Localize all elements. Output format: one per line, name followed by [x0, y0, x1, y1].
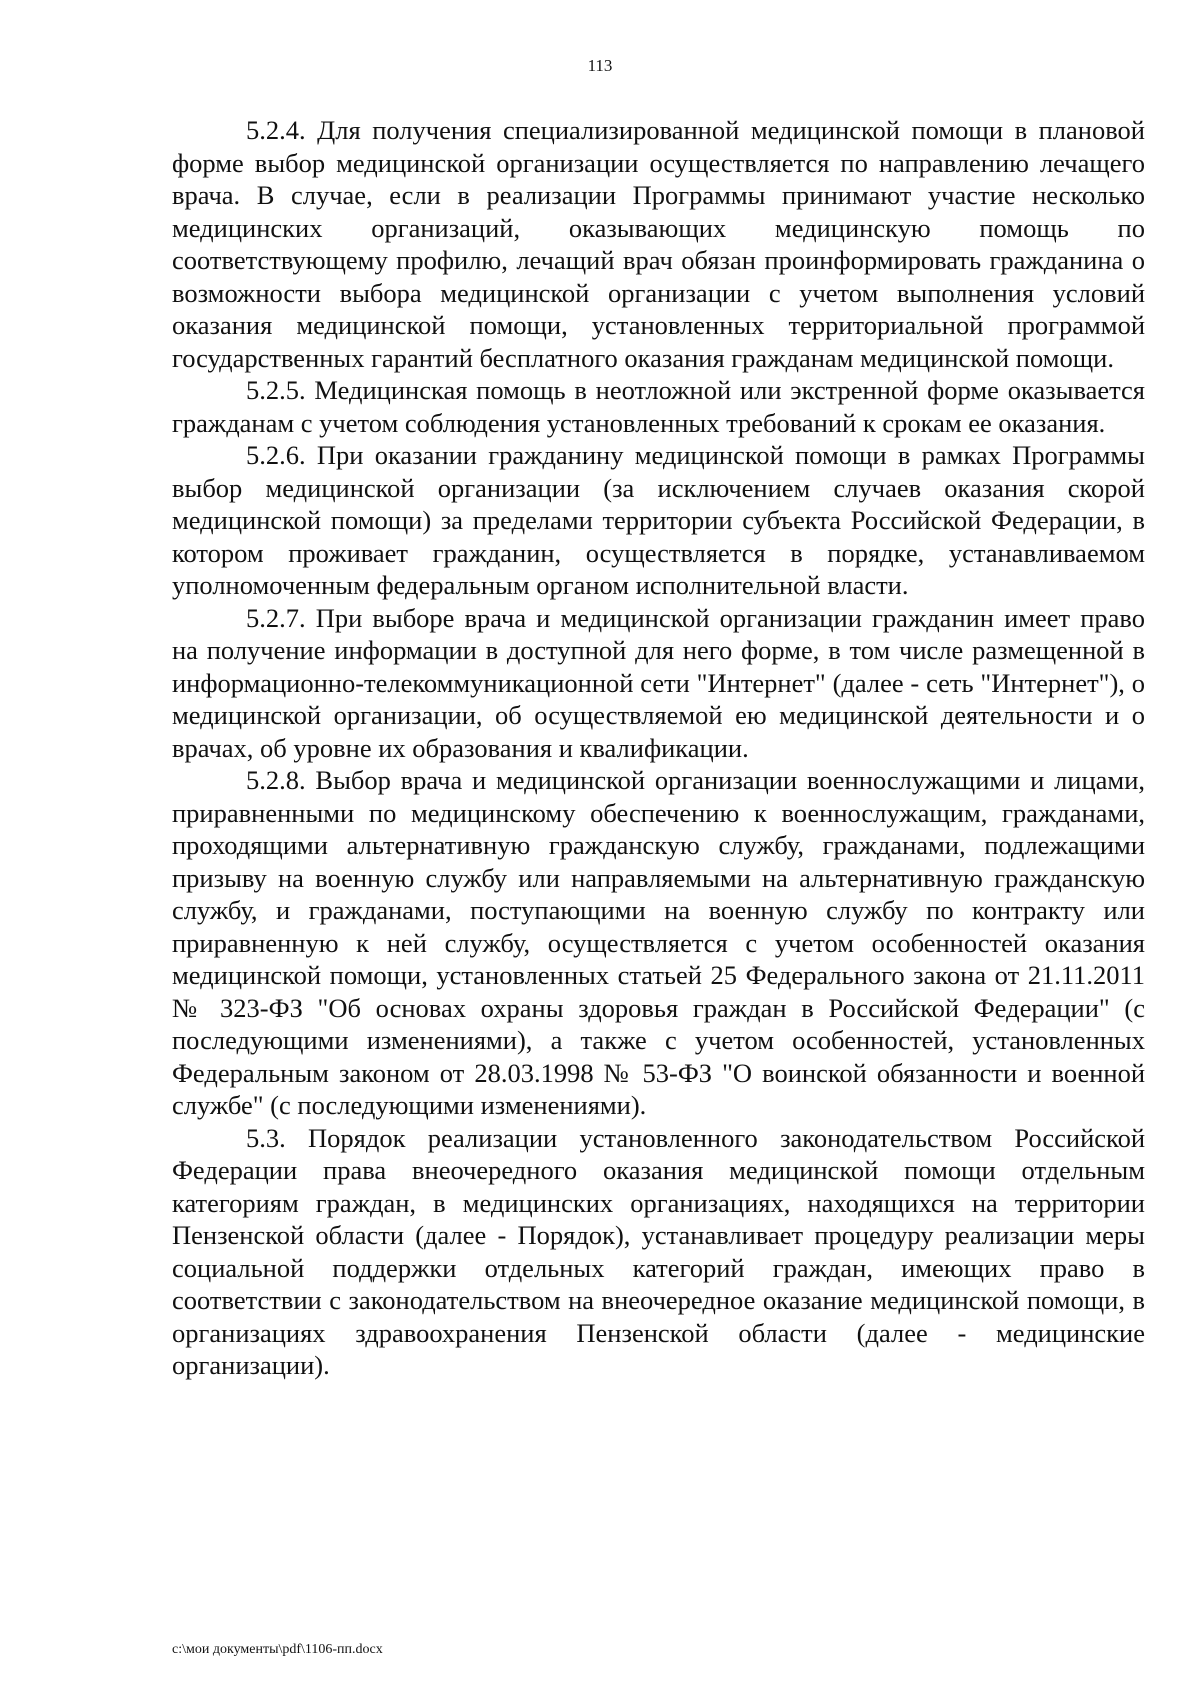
page-number: 113: [587, 56, 613, 75]
paragraph-5-2-5: 5.2.5. Медицинская помощь в неотложной или экстренной форме оказывается гражданам с учетом соблюдения установленных требований к срокам ее оказания.: [172, 375, 1145, 438]
paragraph-5-3: 5.3. Порядок реализации установленного законодательством Российской Федерации права внеочередного оказания медицинской помощи отдельным категориям граждан, в медицинских организациях, находящихся на территории Пензенской области (далее - Порядок), устанавливает процедуру реализации меры социальной поддержки отдельных категорий граждан, имеющих право в соответствии с законодательством на внеочередное оказание медицинской помощи, в организациях здравоохранения Пензенской области (далее - медицинские организации).: [172, 1122, 1145, 1380]
file-path-footer: c:\мои документы\pdf\1106-пп.docx: [172, 1642, 383, 1657]
paragraph-5-2-8: 5.2.8. Выбор врача и медицинской организации военнослужащими и лицами, приравненными по медицинскому обеспечению к военнослужащим, гражданами, проходящими альтернативную гражданскую службу, гражданами, подлежащими призыву на военную службу или направляемыми на альтернативную гражданскую службу, и гражданами, поступающими на военную службу по контракту или приравненную к ней службу, осуществляется с учетом особенностей оказания медицинской помощи, установленных статьей 25 Федерального закона от 21.11.2011 № 323-ФЗ "Об основах охраны здоровья граждан в Российской Федерации" (с последующими изменениями), а также с учетом особенностей, установленных Федеральным законом от 28.03.1998 № 53-ФЗ "О воинской обязанности и военной службе" (с последующими изменениями).: [172, 765, 1145, 1120]
paragraph-5-2-7: 5.2.7. При выборе врача и медицинской организации гражданин имеет право на получение информации в доступной для него форме, в том числе размещенной в информационно-телекоммуникационной сети "Интернет" (далее - сеть "Интернет"), о медицинской организации, об осуществляемой ею медицинской деятельности и о врачах, об уровне их образования и квалификации.: [172, 602, 1145, 763]
paragraph-5-2-6: 5.2.6. При оказании гражданину медицинской помощи в рамках Программы выбор медицинской организации (за исключением случаев оказания скорой медицинской помощи) за пределами территории субъекта Российской Федерации, в котором проживает гражданин, осуществляется в порядке, устанавливаемом уполномоченным федеральным органом исполнительной власти.: [172, 440, 1145, 600]
document-body: [172, 114, 1145, 1382]
paragraph-5-2-4: 5.2.4. Для получения специализированной медицинской помощи в плановой форме выбор медицинской организации осуществляется по направлению лечащего врача. В случае, если в реализации Программы принимают участие несколько медицинских организаций, оказывающих медицинскую помощь по соответствующему профилю, лечащий врач обязан проинформировать гражданина о возможности выбора медицинской организации с учетом выполнения условий оказания медицинской помощи, установленных территориальной программой государственных гарантий бесплатного оказания гражданам медицинской помощи.: [172, 115, 1145, 373]
